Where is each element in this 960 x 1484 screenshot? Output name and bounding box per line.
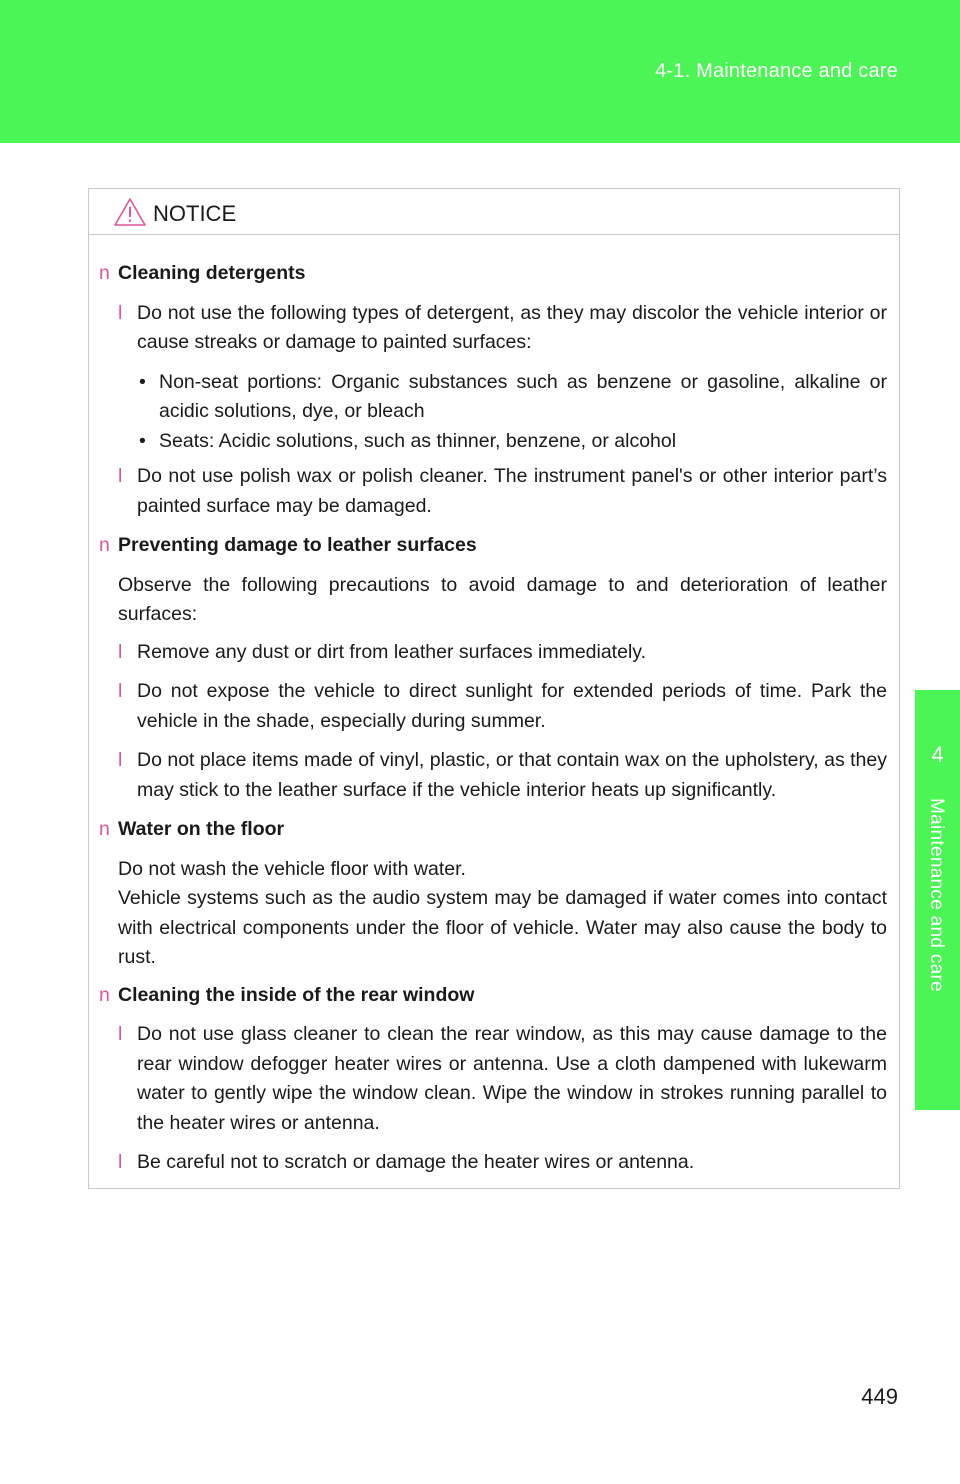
section-title	[89, 981, 887, 1011]
square-marker-icon: n	[99, 818, 110, 840]
bullet-marker-icon: l	[118, 465, 123, 487]
list-item	[89, 1148, 887, 1178]
chapter-tab	[915, 690, 960, 1110]
section-title	[89, 531, 887, 561]
section-rear-window	[89, 981, 887, 1178]
bullet-marker-icon: l	[118, 1023, 123, 1045]
list-item	[89, 677, 887, 736]
bullet-marker-icon: l	[118, 640, 123, 663]
section-leather-surfaces	[89, 531, 887, 805]
section-title-text: Preventing damage to leather surfaces	[118, 534, 477, 556]
list-item-text: Remove any dust or dirt from leather surfaces immediately.	[137, 640, 646, 663]
page-number: 449	[861, 1384, 898, 1409]
list-item-text: Do not expose the vehicle to direct sunlight for extended periods of time. Park the vehicle in the shade, especially during summer.	[137, 680, 887, 732]
section-title	[89, 815, 887, 845]
square-marker-icon: n	[99, 534, 110, 556]
sub-list	[89, 368, 887, 457]
paragraph: Do not wash the vehicle floor with water.	[118, 857, 466, 880]
list-item	[89, 746, 887, 805]
sub-list-item-text: Non-seat portions: Organic substances such as benzene or gasoline, alkaline or acidic solutions, dye, or bleach	[159, 370, 887, 422]
list-item-text: Do not use polish wax or polish cleaner. The instrument panel's or other interior part’s painted surface may be damaged.	[137, 465, 887, 517]
chapter-label: Maintenance and care	[926, 798, 947, 993]
list-item-text: Do not use the following types of detergent, as they may discolor the vehicle interior or cause streaks or damage to painted surfaces:	[137, 301, 887, 353]
sub-list-item	[89, 368, 887, 427]
list-item	[89, 299, 887, 358]
notice-box	[88, 188, 900, 1189]
list-item	[89, 1020, 887, 1138]
list-item-text: Do not use glass cleaner to clean the rear window, as this may cause damage to the rear window defogger heater wires or antenna. Use a cloth dampened with lukewarm water to gently wipe the window clean. Wipe the window in strokes running parallel to the heater wires or antenna.	[137, 1023, 887, 1134]
sub-bullet-marker-icon: •	[139, 429, 146, 452]
notice-body	[89, 235, 899, 1188]
chapter-number: 4	[931, 742, 944, 767]
paragraph: Vehicle systems such as the audio system may be damaged if water comes into contact with electrical components under the floor of vehicle. Water may also cause the body to rust.	[118, 887, 887, 968]
list-item	[89, 638, 887, 668]
list-item-text: Do not place items made of vinyl, plastic, or that contain wax on the upholstery, as they may stick to the leather surface if the vehicle interior heats up significantly.	[137, 749, 887, 801]
header-band	[0, 0, 960, 143]
section-title-text: Cleaning detergents	[118, 262, 306, 284]
section-title	[89, 259, 887, 289]
sub-bullet-marker-icon: •	[139, 370, 146, 393]
notice-title: NOTICE	[153, 201, 237, 226]
notice-header	[89, 189, 899, 235]
list-item-text: Be careful not to scratch or damage the heater wires or antenna.	[137, 1151, 695, 1173]
section-water-on-floor	[89, 815, 887, 973]
square-marker-icon: n	[99, 983, 110, 1006]
bullet-marker-icon: l	[118, 1151, 123, 1173]
section-heading: 4-1. Maintenance and care	[655, 60, 898, 82]
section-cleaning-detergents	[89, 259, 887, 521]
paragraph: Observe the following precautions to avoid damage to and deterioration of leather surfaces:	[118, 573, 887, 625]
bullet-marker-icon: l	[118, 680, 123, 702]
bullet-marker-icon: l	[118, 301, 123, 324]
list-item	[89, 462, 887, 521]
sub-list-item-text: Seats: Acidic solutions, such as thinner, benzene, or alcohol	[159, 429, 677, 452]
square-marker-icon: n	[99, 262, 110, 284]
sub-list-item	[89, 427, 887, 457]
bullet-marker-icon: l	[118, 749, 123, 771]
warning-triangle-icon	[113, 197, 147, 227]
section-title-text: Cleaning the inside of the rear window	[118, 983, 475, 1006]
section-title-text: Water on the floor	[118, 818, 285, 840]
